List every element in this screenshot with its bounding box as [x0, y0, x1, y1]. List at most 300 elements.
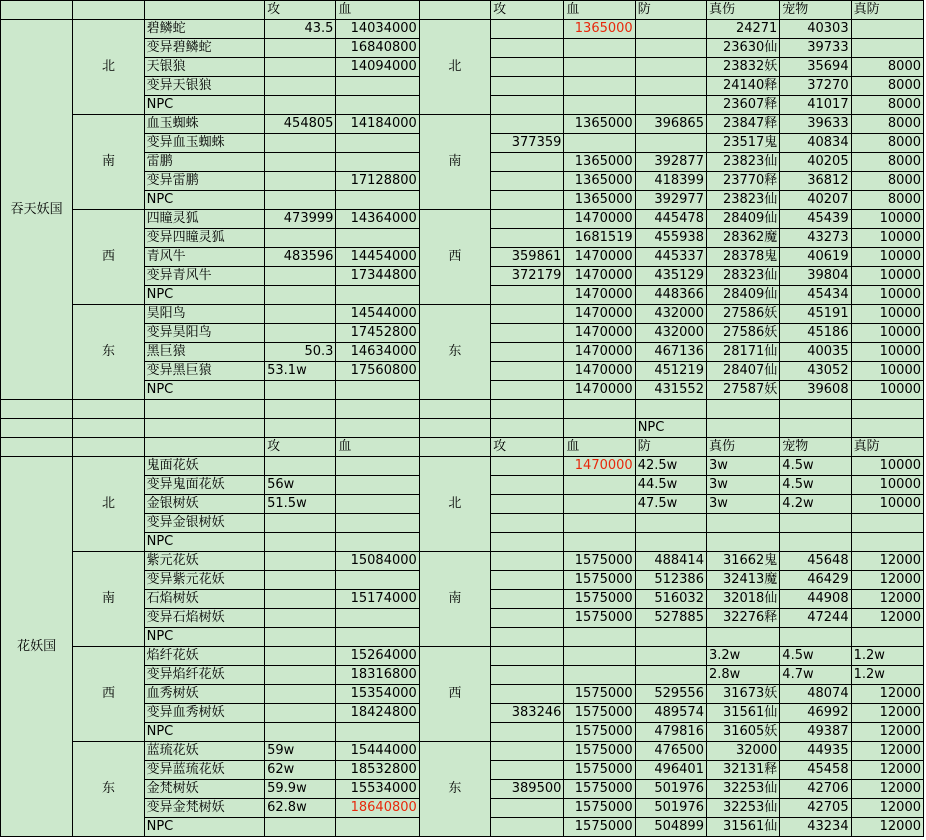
pet-value: 40207	[780, 191, 851, 210]
pet-value: 40834	[780, 134, 851, 153]
empty-cell	[144, 419, 265, 438]
hp-value	[336, 77, 419, 96]
def-value: 432000	[635, 324, 706, 343]
def-value: 435129	[635, 267, 706, 286]
pet-value: 40619	[780, 248, 851, 267]
def-value: 42.5w	[635, 457, 706, 476]
hp2-value: 1575000	[564, 685, 635, 704]
true-dmg-value: 24271	[706, 20, 779, 39]
monster-name: 变异血秀树妖	[144, 704, 265, 723]
monster-name: 变异金梵树妖	[144, 799, 265, 818]
true-def-value	[851, 39, 923, 58]
atk2-value	[491, 609, 564, 628]
hp2-value: 1470000	[564, 286, 635, 305]
true-def-value: 10000	[851, 210, 923, 229]
monster-name: NPC	[144, 286, 265, 305]
hp-value	[336, 818, 419, 837]
true-def-value: 10000	[851, 248, 923, 267]
hp-value: 15534000	[336, 780, 419, 799]
def-value: 455938	[635, 229, 706, 248]
true-dmg-value: 31561仙	[706, 704, 779, 723]
empty-cell	[336, 419, 419, 438]
true-dmg-value: 24140释	[706, 77, 779, 96]
def-value: 496401	[635, 761, 706, 780]
empty-cell	[144, 1, 265, 20]
true-def-value: 12000	[851, 742, 923, 761]
col-header-hp: 血	[336, 1, 419, 20]
atk2-value	[491, 685, 564, 704]
pet-value: 37270	[780, 77, 851, 96]
atk2-value	[491, 172, 564, 191]
pet-value: 44908	[780, 590, 851, 609]
empty-cell	[73, 1, 144, 20]
def-value: 418399	[635, 172, 706, 191]
true-def-value: 8000	[851, 58, 923, 77]
monster-name: NPC	[144, 381, 265, 400]
pet-value: 4.5w	[780, 647, 851, 666]
true-dmg-value	[706, 533, 779, 552]
def-value: 392877	[635, 153, 706, 172]
direction-label: 南	[73, 115, 144, 210]
true-dmg-value: 3w	[706, 495, 779, 514]
hp-value	[336, 476, 419, 495]
def-value	[635, 533, 706, 552]
atk2-value	[491, 552, 564, 571]
def-value: 396865	[635, 115, 706, 134]
hp2-value: 1575000	[564, 571, 635, 590]
col-header-atk: 攻	[265, 1, 336, 20]
direction-label-2: 东	[419, 305, 490, 400]
atk2-value	[491, 647, 564, 666]
monster-name: 变异焰纤花妖	[144, 666, 265, 685]
true-def-value	[851, 514, 923, 533]
hp2-value: 1365000	[564, 115, 635, 134]
monster-name: 变异昊阳鸟	[144, 324, 265, 343]
npc-label-row	[1, 419, 924, 438]
def-value: 489574	[635, 704, 706, 723]
true-def-value: 12000	[851, 723, 923, 742]
monster-name: NPC	[144, 191, 265, 210]
empty-cell	[635, 400, 706, 419]
hp-value	[336, 723, 419, 742]
atk2-value	[491, 229, 564, 248]
pet-value: 44935	[780, 742, 851, 761]
monster-name: 变异四瞳灵狐	[144, 229, 265, 248]
monster-name: 鬼面花妖	[144, 457, 265, 476]
pet-value: 39608	[780, 381, 851, 400]
true-dmg-value: 32276释	[706, 609, 779, 628]
atk2-value	[491, 381, 564, 400]
hp-value: 15264000	[336, 647, 419, 666]
atk-value: 53.1w	[265, 362, 336, 381]
monster-name: 变异石焰树妖	[144, 609, 265, 628]
hp-value: 18532800	[336, 761, 419, 780]
pet-value: 46992	[780, 704, 851, 723]
monster-name: 血玉蜘蛛	[144, 115, 265, 134]
hp2-value: 1575000	[564, 552, 635, 571]
atk-value	[265, 77, 336, 96]
pet-value: 39733	[780, 39, 851, 58]
hp-value	[336, 191, 419, 210]
true-def-value: 12000	[851, 685, 923, 704]
true-def-value: 10000	[851, 381, 923, 400]
atk-value	[265, 609, 336, 628]
true-dmg-value: 32253仙	[706, 799, 779, 818]
empty-cell	[144, 400, 265, 419]
monster-name: 金梵树妖	[144, 780, 265, 799]
true-dmg-value: 28171仙	[706, 343, 779, 362]
hp2-value: 1575000	[564, 742, 635, 761]
atk-value	[265, 628, 336, 647]
direction-label: 北	[73, 457, 144, 552]
hp2-value: 1575000	[564, 799, 635, 818]
true-dmg-value: 23630仙	[706, 39, 779, 58]
hp2-value	[564, 39, 635, 58]
atk2-value	[491, 58, 564, 77]
def-value: 44.5w	[635, 476, 706, 495]
def-value: 516032	[635, 590, 706, 609]
true-dmg-value: 23517鬼	[706, 134, 779, 153]
true-dmg-value: 31662鬼	[706, 552, 779, 571]
true-dmg-value	[706, 628, 779, 647]
pet-value: 48074	[780, 685, 851, 704]
monster-name: 变异青风牛	[144, 267, 265, 286]
col-header-hp2: 血	[564, 438, 635, 457]
monster-name: 昊阳鸟	[144, 305, 265, 324]
empty-cell	[336, 400, 419, 419]
pet-value: 42705	[780, 799, 851, 818]
pet-value: 4.5w	[780, 476, 851, 495]
true-dmg-value: 28409仙	[706, 210, 779, 229]
empty-cell	[419, 1, 490, 20]
atk-value	[265, 324, 336, 343]
hp2-value: 1470000	[564, 305, 635, 324]
true-dmg-value: 23607释	[706, 96, 779, 115]
hp-value	[336, 96, 419, 115]
true-def-value: 12000	[851, 609, 923, 628]
col-header-def: 防	[635, 1, 706, 20]
col-header-true-dmg: 真伤	[706, 1, 779, 20]
true-def-value: 8000	[851, 134, 923, 153]
true-dmg-value: 27586妖	[706, 324, 779, 343]
header-row	[1, 438, 924, 457]
pet-value: 35694	[780, 58, 851, 77]
monster-name: 焰纤花妖	[144, 647, 265, 666]
def-value: 488414	[635, 552, 706, 571]
hp2-value	[564, 77, 635, 96]
def-value	[635, 58, 706, 77]
hp-value: 14184000	[336, 115, 419, 134]
true-def-value: 8000	[851, 153, 923, 172]
true-def-value: 8000	[851, 77, 923, 96]
def-value: 476500	[635, 742, 706, 761]
blank-row	[1, 400, 924, 419]
atk-value: 59.9w	[265, 780, 336, 799]
atk-value	[265, 723, 336, 742]
true-dmg-value: 32000	[706, 742, 779, 761]
hp2-value: 1681519	[564, 229, 635, 248]
atk2-value	[491, 115, 564, 134]
hp2-value: 1470000	[564, 210, 635, 229]
true-def-value: 10000	[851, 495, 923, 514]
direction-label: 东	[73, 305, 144, 400]
hp-value: 17128800	[336, 172, 419, 191]
hp-value: 15354000	[336, 685, 419, 704]
monster-name: NPC	[144, 628, 265, 647]
true-dmg-value: 31605妖	[706, 723, 779, 742]
true-dmg-value: 23770释	[706, 172, 779, 191]
hp2-value: 1365000	[564, 20, 635, 39]
hp2-value	[564, 495, 635, 514]
hp-value	[336, 286, 419, 305]
empty-cell	[419, 400, 490, 419]
empty-cell	[1, 400, 73, 419]
empty-cell	[419, 419, 490, 438]
monster-name: NPC	[144, 723, 265, 742]
pet-value: 43273	[780, 229, 851, 248]
atk-value	[265, 457, 336, 476]
table-row	[1, 305, 924, 324]
atk2-value	[491, 77, 564, 96]
atk2-value	[491, 571, 564, 590]
atk-value: 473999	[265, 210, 336, 229]
atk-value: 43.5	[265, 20, 336, 39]
true-def-value: 12000	[851, 818, 923, 837]
atk2-value	[491, 153, 564, 172]
empty-cell	[1, 438, 73, 457]
hp2-value: 1470000	[564, 381, 635, 400]
empty-cell	[144, 438, 265, 457]
hp2-value: 1470000	[564, 457, 635, 476]
direction-label: 南	[73, 552, 144, 647]
hp2-value	[564, 533, 635, 552]
table-row	[1, 647, 924, 666]
true-def-value: 10000	[851, 476, 923, 495]
monster-name: NPC	[144, 818, 265, 837]
pet-value: 40303	[780, 20, 851, 39]
col-header-atk2: 攻	[491, 438, 564, 457]
def-value: 479816	[635, 723, 706, 742]
true-dmg-value	[706, 514, 779, 533]
col-header-pet: 宠物	[780, 1, 851, 20]
pet-value: 46429	[780, 571, 851, 590]
true-def-value: 12000	[851, 704, 923, 723]
atk2-value	[491, 96, 564, 115]
true-def-value: 10000	[851, 267, 923, 286]
table-row	[1, 115, 924, 134]
pet-value: 40205	[780, 153, 851, 172]
monster-name: 变异黑巨猿	[144, 362, 265, 381]
pet-value: 45186	[780, 324, 851, 343]
true-dmg-value: 32131释	[706, 761, 779, 780]
monster-name: 金银树妖	[144, 495, 265, 514]
true-dmg-value: 28407仙	[706, 362, 779, 381]
true-dmg-value: 23823仙	[706, 153, 779, 172]
true-def-value: 10000	[851, 343, 923, 362]
def-value: 467136	[635, 343, 706, 362]
true-dmg-value: 27587妖	[706, 381, 779, 400]
hp2-value: 1365000	[564, 153, 635, 172]
monster-name: 青风牛	[144, 248, 265, 267]
hp-value: 15444000	[336, 742, 419, 761]
true-def-value: 12000	[851, 552, 923, 571]
atk-value	[265, 286, 336, 305]
atk2-value	[491, 628, 564, 647]
atk2-value	[491, 343, 564, 362]
hp-value: 14034000	[336, 20, 419, 39]
col-header-def: 防	[635, 438, 706, 457]
def-value: 392977	[635, 191, 706, 210]
true-def-value: 10000	[851, 229, 923, 248]
monster-name: 石焰树妖	[144, 590, 265, 609]
def-value	[635, 514, 706, 533]
monster-name: 变异蓝琉花妖	[144, 761, 265, 780]
hp-value	[336, 153, 419, 172]
col-header-true-def: 真防	[851, 438, 923, 457]
pet-value: 45434	[780, 286, 851, 305]
hp2-value: 1575000	[564, 609, 635, 628]
monster-name: 雷鹏	[144, 153, 265, 172]
hp2-value	[564, 134, 635, 153]
pet-value: 42706	[780, 780, 851, 799]
def-value: 527885	[635, 609, 706, 628]
atk2-value	[491, 324, 564, 343]
empty-cell	[706, 419, 779, 438]
def-value	[635, 628, 706, 647]
atk-value	[265, 571, 336, 590]
true-dmg-value: 28362魔	[706, 229, 779, 248]
atk-value: 483596	[265, 248, 336, 267]
atk2-value	[491, 39, 564, 58]
hp2-value	[564, 514, 635, 533]
empty-cell	[564, 419, 635, 438]
def-value: 504899	[635, 818, 706, 837]
atk-value	[265, 685, 336, 704]
atk2-value: 359861	[491, 248, 564, 267]
atk2-value	[491, 191, 564, 210]
hp2-value: 1575000	[564, 780, 635, 799]
empty-cell	[73, 419, 144, 438]
monster-name: 碧鳞蛇	[144, 20, 265, 39]
hp2-value	[564, 628, 635, 647]
empty-cell	[73, 438, 144, 457]
pet-value	[780, 628, 851, 647]
def-value	[635, 39, 706, 58]
atk2-value	[491, 723, 564, 742]
atk-value	[265, 590, 336, 609]
pet-value: 45458	[780, 761, 851, 780]
hp-value: 15174000	[336, 590, 419, 609]
pet-value: 45439	[780, 210, 851, 229]
true-def-value: 8000	[851, 115, 923, 134]
true-dmg-value: 32413魔	[706, 571, 779, 590]
direction-label: 北	[73, 20, 144, 115]
hp-value	[336, 628, 419, 647]
table-row	[1, 742, 924, 761]
pet-value: 49387	[780, 723, 851, 742]
def-value: 432000	[635, 305, 706, 324]
monster-name: 变异鬼面花妖	[144, 476, 265, 495]
npc-label: NPC	[635, 419, 706, 438]
atk-value	[265, 704, 336, 723]
hp2-value	[564, 476, 635, 495]
true-dmg-value: 28409仙	[706, 286, 779, 305]
true-def-value	[851, 20, 923, 39]
atk-value	[265, 514, 336, 533]
true-def-value: 8000	[851, 191, 923, 210]
direction-label-2: 北	[419, 20, 490, 115]
monster-name: NPC	[144, 533, 265, 552]
empty-cell	[491, 400, 564, 419]
true-def-value: 1.2w	[851, 647, 923, 666]
empty-cell	[73, 400, 144, 419]
empty-cell	[265, 419, 336, 438]
true-dmg-value: 28378鬼	[706, 248, 779, 267]
empty-cell	[780, 419, 851, 438]
monster-name: NPC	[144, 96, 265, 115]
hp-value	[336, 609, 419, 628]
atk2-value: 377359	[491, 134, 564, 153]
monster-name: 变异天银狼	[144, 77, 265, 96]
true-def-value: 10000	[851, 305, 923, 324]
direction-label: 西	[73, 210, 144, 305]
atk-value	[265, 39, 336, 58]
def-value	[635, 647, 706, 666]
true-def-value	[851, 628, 923, 647]
pet-value: 41017	[780, 96, 851, 115]
atk2-value	[491, 20, 564, 39]
atk2-value: 383246	[491, 704, 564, 723]
atk-value	[265, 134, 336, 153]
hp-value: 14544000	[336, 305, 419, 324]
true-dmg-value: 31673妖	[706, 685, 779, 704]
atk2-value	[491, 818, 564, 837]
pet-value: 43052	[780, 362, 851, 381]
hp2-value: 1575000	[564, 704, 635, 723]
hp2-value: 1470000	[564, 324, 635, 343]
monster-name: 变异碧鳞蛇	[144, 39, 265, 58]
hp-value: 14454000	[336, 248, 419, 267]
hp-value: 14094000	[336, 58, 419, 77]
direction-label: 东	[73, 742, 144, 837]
true-def-value: 1.2w	[851, 666, 923, 685]
atk-value: 59w	[265, 742, 336, 761]
atk2-value	[491, 476, 564, 495]
pet-value: 39804	[780, 267, 851, 286]
true-def-value: 10000	[851, 362, 923, 381]
empty-cell	[851, 419, 923, 438]
true-dmg-value: 3.2w	[706, 647, 779, 666]
atk2-value: 372179	[491, 267, 564, 286]
def-value: 529556	[635, 685, 706, 704]
col-header-atk: 攻	[265, 438, 336, 457]
atk2-value	[491, 457, 564, 476]
empty-cell	[265, 400, 336, 419]
col-header-hp: 血	[336, 438, 419, 457]
atk2-value	[491, 590, 564, 609]
atk-value	[265, 229, 336, 248]
atk2-value: 389500	[491, 780, 564, 799]
true-dmg-value: 23847释	[706, 115, 779, 134]
pet-value: 45648	[780, 552, 851, 571]
monster-name: 变异雷鹏	[144, 172, 265, 191]
atk2-value	[491, 305, 564, 324]
hp-value	[336, 533, 419, 552]
true-def-value: 8000	[851, 96, 923, 115]
hp-value: 18640800	[336, 799, 419, 818]
true-def-value: 10000	[851, 457, 923, 476]
atk-value	[265, 647, 336, 666]
